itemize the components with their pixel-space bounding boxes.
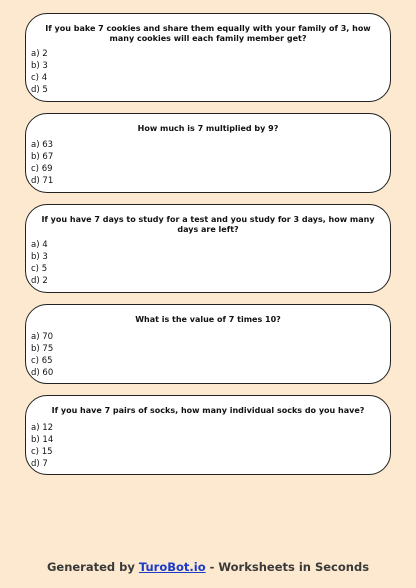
option-a: a) 63 (31, 140, 54, 150)
option-c: c) 65 (31, 356, 53, 366)
question-text: If you bake 7 cookies and share them equally with your family of 3, how many cookies will each family member get? (45, 24, 371, 43)
footer (0, 560, 416, 574)
options-list (31, 48, 48, 96)
option-b: b) 3 (31, 252, 48, 262)
option-a: a) 2 (31, 49, 48, 59)
option-b: b) 67 (31, 152, 54, 162)
options-list (31, 139, 53, 187)
option-d: d) 7 (31, 459, 48, 469)
option-b: b) 14 (31, 435, 54, 445)
footer-suffix: - Worksheets in Seconds (205, 560, 370, 574)
option-c: c) 15 (31, 447, 53, 457)
option-a: a) 12 (31, 423, 54, 433)
question-text: If you have 7 days to study for a test and you study for 3 days, how many days are left? (41, 215, 375, 234)
option-d: d) 60 (31, 368, 54, 378)
question-card (25, 395, 391, 475)
question-text: What is the value of 7 times 10? (135, 315, 281, 324)
option-c: c) 4 (31, 73, 48, 83)
question-text: If you have 7 pairs of socks, how many individual socks do you have? (51, 406, 365, 415)
option-c: c) 69 (31, 164, 53, 174)
options-list (31, 422, 53, 470)
footer-prefix: Generated by (46, 560, 139, 574)
option-d: d) 2 (31, 276, 48, 286)
options-list (31, 331, 53, 379)
option-a: a) 70 (31, 332, 54, 342)
turobot-link[interactable]: TuroBot.io (138, 560, 206, 574)
question-card (25, 204, 391, 293)
question-text: How much is 7 multiplied by 9? (137, 124, 279, 133)
options-list (31, 239, 48, 287)
option-b: b) 75 (31, 344, 54, 354)
option-b: b) 3 (31, 61, 48, 71)
question-card (25, 13, 391, 102)
option-d: d) 5 (31, 85, 48, 95)
question-card (25, 113, 391, 193)
option-a: a) 4 (31, 240, 48, 250)
option-d: d) 71 (31, 176, 54, 186)
question-card (25, 304, 391, 384)
option-c: c) 5 (31, 264, 48, 274)
